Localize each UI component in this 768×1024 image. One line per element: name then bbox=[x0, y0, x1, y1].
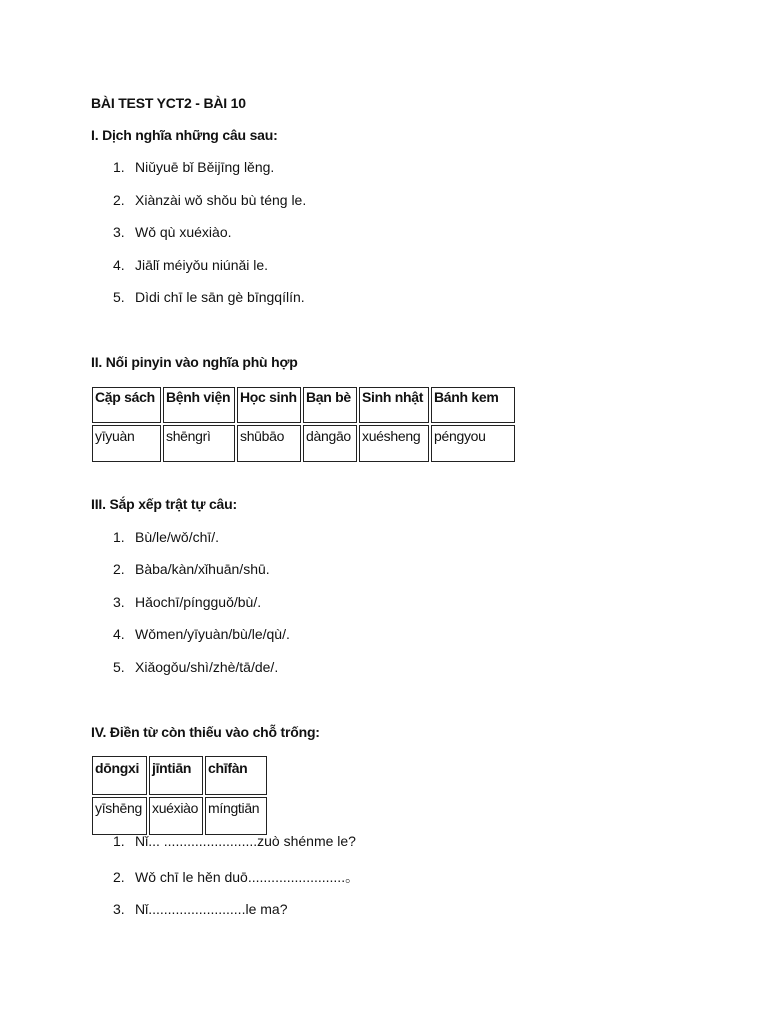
table-cell: péngyou bbox=[431, 425, 515, 462]
item-text: Wǒ qù xuéxiào. bbox=[135, 224, 232, 240]
item-text: Bàba/kàn/xǐhuān/shū. bbox=[135, 561, 270, 577]
item-text: Nǐ... ........................zuò shénme le? bbox=[135, 833, 356, 849]
section-4-item-1 bbox=[113, 833, 356, 849]
section-3-item-5 bbox=[113, 659, 278, 675]
section-2-heading: II. Nối pinyin vào nghĩa phù hợp bbox=[91, 354, 298, 370]
table-cell: chīfàn bbox=[205, 756, 267, 795]
item-number: 4. bbox=[113, 626, 125, 642]
section-1-item-2 bbox=[113, 192, 306, 208]
table-cell: Bánh kem bbox=[431, 387, 515, 423]
table-cell: míngtiān bbox=[205, 797, 267, 835]
table-cell: yīshēng bbox=[92, 797, 147, 835]
item-number: 1. bbox=[113, 159, 125, 175]
item-number: 1. bbox=[113, 529, 125, 545]
table-cell: Bệnh viện bbox=[163, 387, 235, 423]
section-4-item-3 bbox=[113, 901, 287, 917]
table-cell: dàngāo bbox=[303, 425, 357, 462]
item-text: Niǔyuē bǐ Běijīng lěng. bbox=[135, 159, 275, 175]
section-4-heading: IV. Điền từ còn thiếu vào chỗ trống: bbox=[91, 724, 320, 740]
section-1-item-1 bbox=[113, 159, 274, 175]
section-1-item-3 bbox=[113, 224, 232, 240]
item-text: Jiālǐ méiyǒu niúnǎi le. bbox=[135, 257, 269, 273]
table-cell: Sinh nhật bbox=[359, 387, 429, 423]
table-cell: shēngrì bbox=[163, 425, 235, 462]
table-cell: Cặp sách bbox=[92, 387, 161, 423]
item-number: 2. bbox=[113, 561, 125, 577]
section-1-item-5 bbox=[113, 289, 305, 305]
item-text: Dìdi chī le sān gè bīngqílín. bbox=[135, 289, 305, 305]
table-cell: xuéxiào bbox=[149, 797, 203, 835]
table-cell: jīntiān bbox=[149, 756, 203, 795]
section-1-item-4 bbox=[113, 257, 268, 273]
item-text: Nǐ.........................le ma? bbox=[135, 901, 288, 917]
item-number: 2. bbox=[113, 869, 125, 885]
table-cell: xuésheng bbox=[359, 425, 429, 462]
item-number: 2. bbox=[113, 192, 125, 208]
item-number: 3. bbox=[113, 594, 125, 610]
table-cell: dōngxi bbox=[92, 756, 147, 795]
item-number: 3. bbox=[113, 224, 125, 240]
section-3-item-3 bbox=[113, 594, 261, 610]
table-row bbox=[92, 425, 515, 462]
item-text: Wǒmen/yīyuàn/bù/le/qù/. bbox=[135, 626, 290, 642]
section-1-heading: I. Dịch nghĩa những câu sau: bbox=[91, 127, 278, 143]
table-header-row bbox=[92, 387, 515, 423]
item-number: 5. bbox=[113, 659, 125, 675]
item-text: Bù/le/wǒ/chī/. bbox=[135, 529, 220, 545]
section-4-item-2 bbox=[113, 867, 359, 887]
section-3-item-4 bbox=[113, 626, 290, 642]
section-3-heading: III. Sắp xếp trật tự câu: bbox=[91, 496, 237, 512]
item-number: 3. bbox=[113, 901, 125, 917]
section-3-item-2 bbox=[113, 561, 270, 577]
table-row bbox=[92, 797, 267, 835]
item-number: 1. bbox=[113, 833, 125, 849]
item-text: Xiànzài wǒ shǒu bù téng le. bbox=[135, 192, 307, 208]
item-number: 5. bbox=[113, 289, 125, 305]
item-number: 4. bbox=[113, 257, 125, 273]
table-cell: yīyuàn bbox=[92, 425, 161, 462]
item-text: Hǎochī/píngguǒ/bù/. bbox=[135, 594, 262, 610]
document-title: BÀI TEST YCT2 - BÀI 10 bbox=[91, 95, 246, 111]
table-header-row bbox=[92, 756, 267, 795]
section-3-item-1 bbox=[113, 529, 219, 545]
table-cell: shūbāo bbox=[237, 425, 301, 462]
item-text: Xiǎogǒu/shì/zhè/tā/de/. bbox=[135, 659, 279, 675]
matching-table bbox=[90, 385, 517, 464]
table-cell: Bạn bè bbox=[303, 387, 357, 423]
item-text: Wǒ chī le hěn duō.........................。 bbox=[135, 869, 360, 885]
table-cell: Học sinh bbox=[237, 387, 301, 423]
word-bank-table bbox=[90, 754, 269, 837]
